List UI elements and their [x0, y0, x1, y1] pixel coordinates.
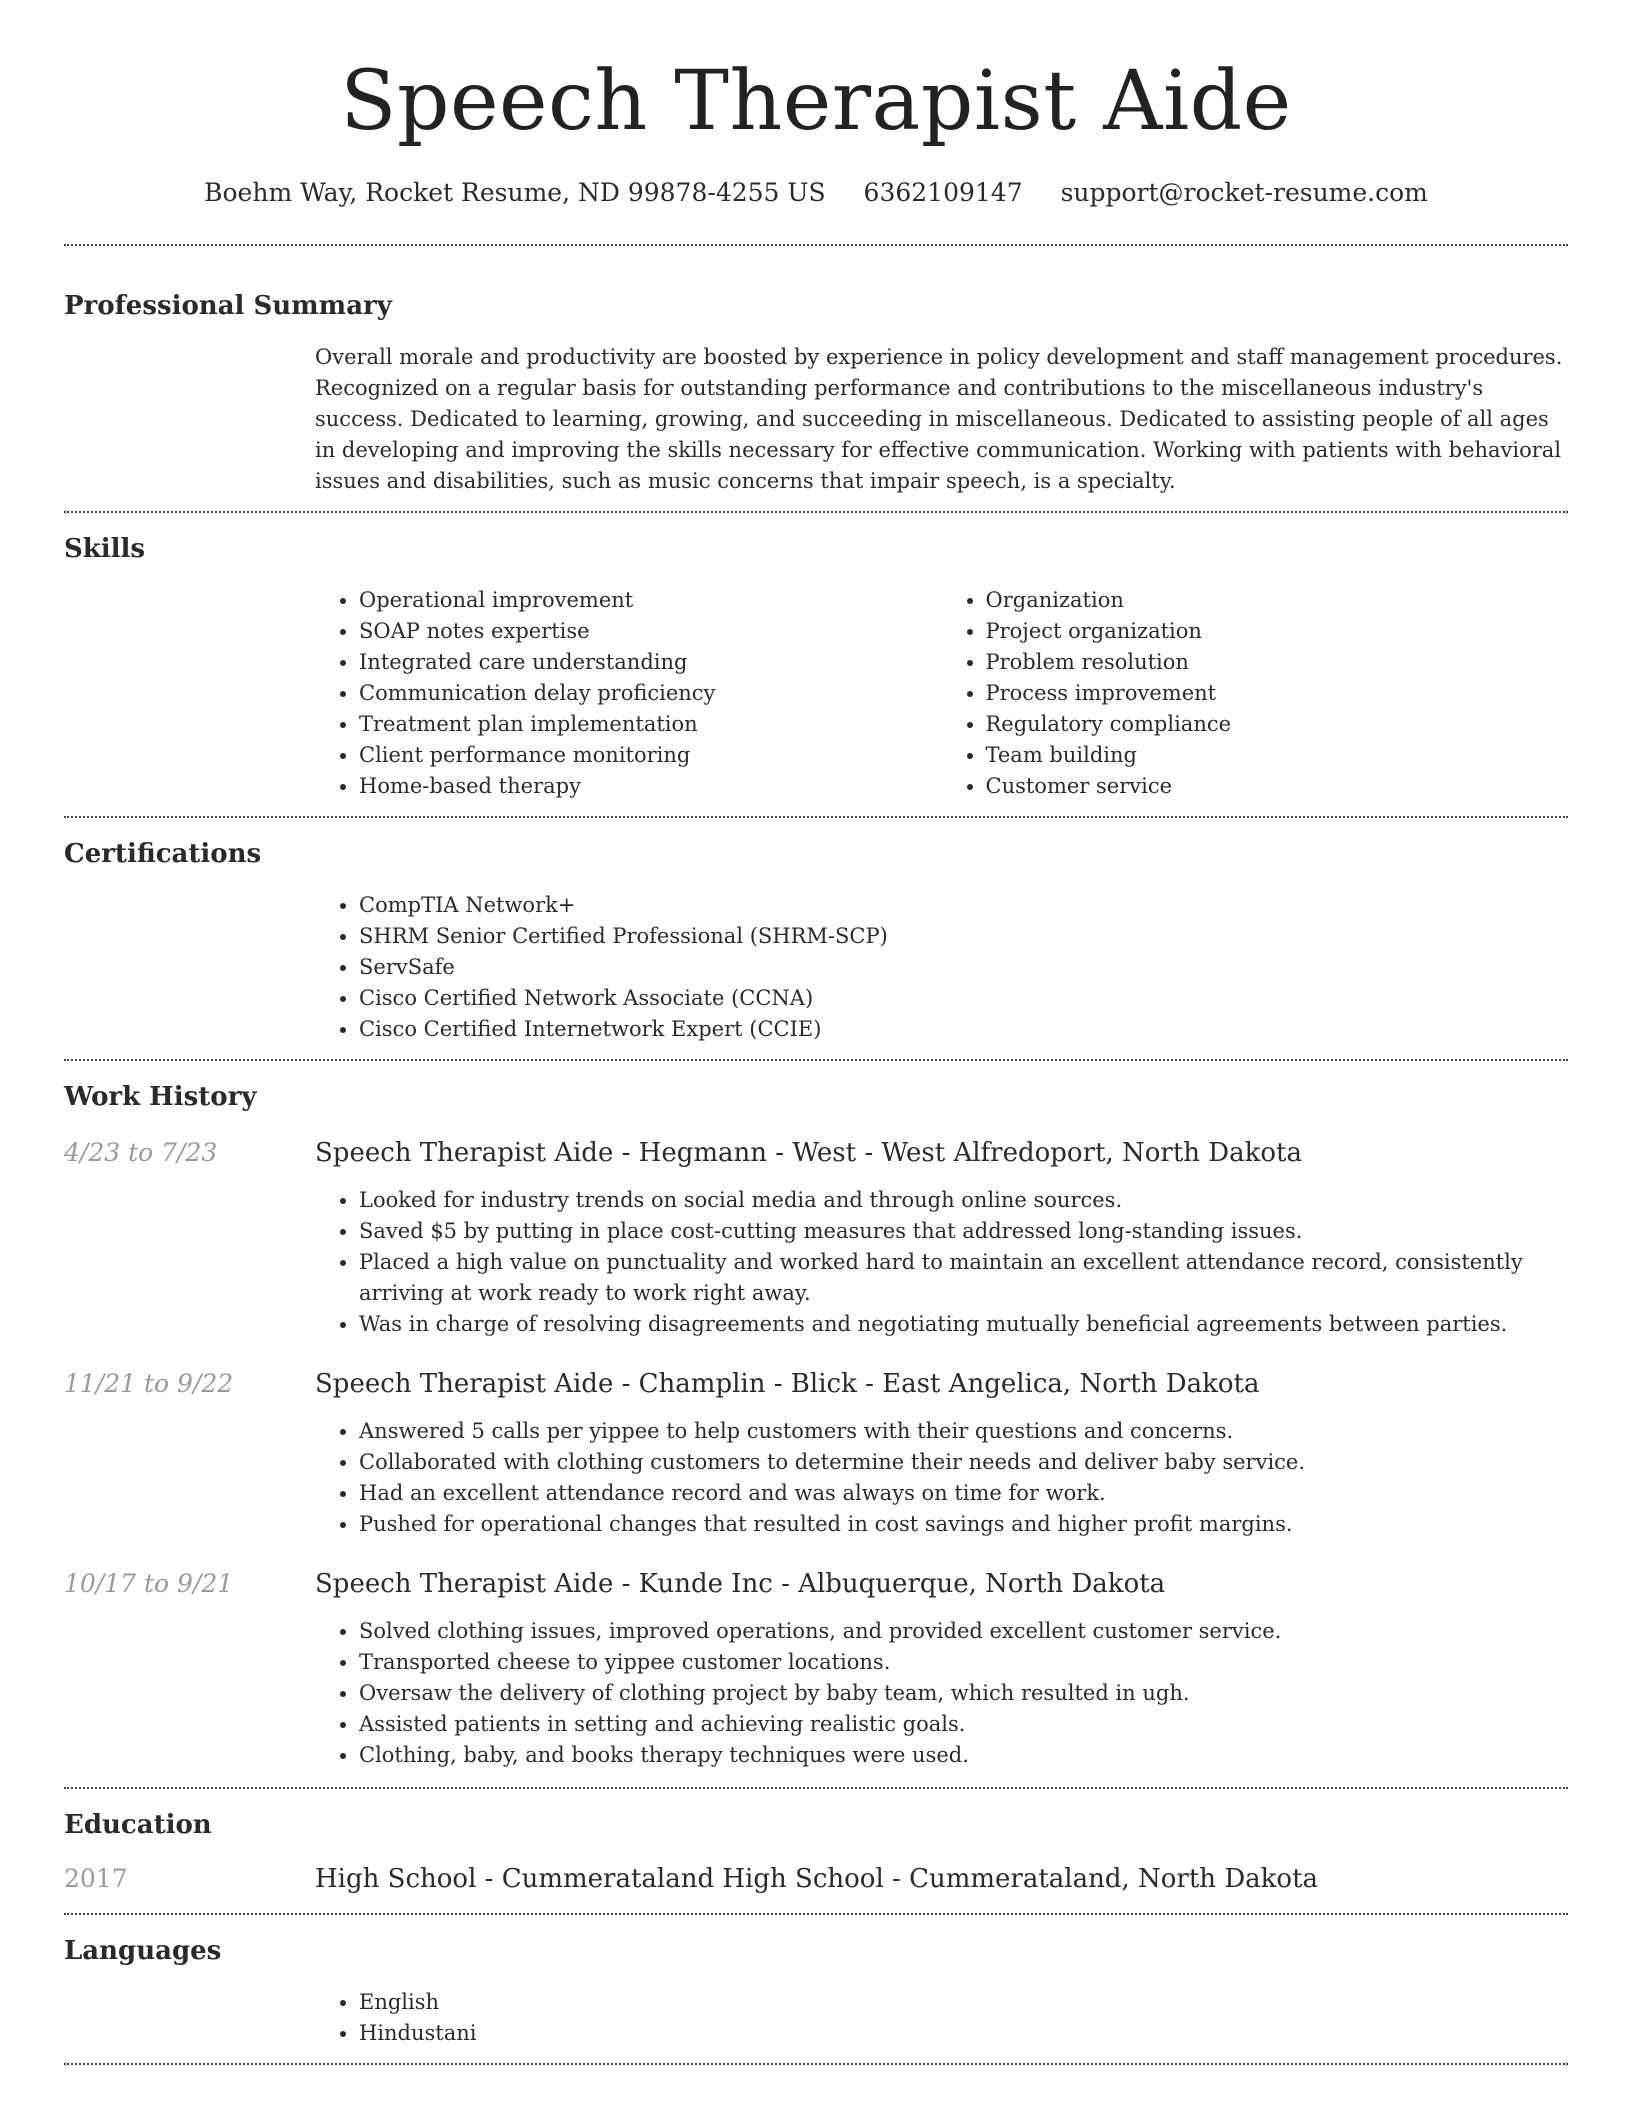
- certifications-list: [315, 890, 1568, 1059]
- skill-item: • Communication delay proficiency: [359, 678, 942, 709]
- job-entry: [64, 1366, 1568, 1540]
- education-title: High School - Cummerataland High School - Cummerataland, North Dakota: [315, 1864, 1319, 1894]
- job-bullet: • Pushed for operational changes that resulted in cost savings and higher profit margins.: [359, 1509, 1568, 1540]
- skill-item: • SOAP notes expertise: [359, 616, 942, 647]
- job-details: [315, 1366, 1568, 1540]
- skills-column-left: [315, 585, 942, 802]
- job-bullets: [315, 1185, 1568, 1340]
- certifications-section: [64, 818, 1568, 1059]
- languages-list: [315, 1987, 1568, 2063]
- certification-item: • Cisco Certified Network Associate (CCNA): [359, 983, 1568, 1014]
- certification-bullets: [315, 890, 1568, 1045]
- skill-item: • Team building: [986, 740, 1569, 771]
- education-entry: [64, 1861, 1568, 1897]
- languages-section: [64, 1915, 1568, 2063]
- job-entry: [64, 1135, 1568, 1340]
- work-history-section: [64, 1061, 1568, 1787]
- skill-item: • Process improvement: [986, 678, 1569, 709]
- job-bullet: • Collaborated with clothing customers to determine their needs and deliver baby service.: [359, 1447, 1568, 1478]
- job-bullet: • Clothing, baby, and books therapy techniques were used.: [359, 1740, 1568, 1771]
- skill-item: • Problem resolution: [986, 647, 1569, 678]
- skills-section: [64, 513, 1568, 816]
- education-details: [315, 1861, 1568, 1897]
- job-title: Speech Therapist Aide - Hegmann - West - West Alfredoport, North Dakota: [315, 1138, 1302, 1168]
- job-details: [315, 1566, 1568, 1771]
- work-history-heading: Work History: [64, 1082, 257, 1112]
- job-dates: 4/23 to 7/23: [64, 1138, 218, 1167]
- job-bullets: [315, 1416, 1568, 1540]
- education-date: 2017: [64, 1864, 128, 1893]
- job-bullet: • Looked for industry trends on social media and through online sources.: [359, 1185, 1568, 1216]
- job-bullet: • Had an excellent attendance record and was always on time for work.: [359, 1478, 1568, 1509]
- job-details: [315, 1135, 1568, 1340]
- job-dates: 11/21 to 9/22: [64, 1369, 234, 1398]
- certification-item: • Cisco Certified Internetwork Expert (CCIE): [359, 1014, 1568, 1045]
- job-bullets: [315, 1616, 1568, 1771]
- job-bullet: • Oversaw the delivery of clothing project by baby team, which resulted in ugh.: [359, 1678, 1568, 1709]
- job-title: Speech Therapist Aide - Kunde Inc - Albuquerque, North Dakota: [315, 1569, 1166, 1599]
- certification-item: • CompTIA Network+: [359, 890, 1568, 921]
- resume-header: [64, 0, 1568, 210]
- job-bullet: • Was in charge of resolving disagreements and negotiating mutually beneficial agreements between parties.: [359, 1309, 1568, 1340]
- skill-item: • Project organization: [986, 616, 1569, 647]
- languages-heading: Languages: [64, 1936, 222, 1966]
- education-section: [64, 1789, 1568, 1913]
- contact-line: [64, 176, 1568, 210]
- language-bullets: [315, 1987, 1568, 2049]
- skill-item: • Regulatory compliance: [986, 709, 1569, 740]
- skills-heading: Skills: [64, 534, 146, 564]
- summary-heading: Professional Summary: [64, 291, 392, 321]
- contact-email: support@rocket-resume.com: [1060, 178, 1428, 207]
- job-entry: [64, 1566, 1568, 1771]
- skills-grid: [315, 585, 1568, 816]
- divider: [64, 2063, 1568, 2065]
- job-title: Speech Therapist Aide - Champlin - Blick - East Angelica, North Dakota: [315, 1369, 1260, 1399]
- summary-section: [64, 246, 1568, 511]
- education-heading: Education: [64, 1810, 212, 1840]
- skill-item: • Home-based therapy: [359, 771, 942, 802]
- certifications-heading: Certifications: [64, 839, 262, 869]
- job-bullet: • Assisted patients in setting and achieving realistic goals.: [359, 1709, 1568, 1740]
- contact-phone: 6362109147: [863, 178, 1023, 207]
- skills-column-right: [942, 585, 1569, 802]
- language-item: • English: [359, 1987, 1568, 2018]
- certification-item: • SHRM Senior Certified Professional (SHRM-SCP): [359, 921, 1568, 952]
- job-bullet: • Placed a high value on punctuality and worked hard to maintain an excellent attendance record, consistently arriving at work ready to work right away.: [359, 1247, 1568, 1309]
- skill-item: • Integrated care understanding: [359, 647, 942, 678]
- skill-item: • Client performance monitoring: [359, 740, 942, 771]
- job-dates: 10/17 to 9/21: [64, 1569, 234, 1598]
- language-item: • Hindustani: [359, 2018, 1568, 2049]
- candidate-name: Speech Therapist Aide: [340, 54, 1292, 149]
- skill-item: • Customer service: [986, 771, 1569, 802]
- skill-item: • Organization: [986, 585, 1569, 616]
- skill-item: • Operational improvement: [359, 585, 942, 616]
- job-bullet: • Saved $5 by putting in place cost-cutting measures that addressed long-standing issues.: [359, 1216, 1568, 1247]
- summary-text: Overall morale and productivity are boosted by experience in policy development and staff management procedures. Recognized on a regular basis for outstanding performance and contributions to the miscellaneous industry's success. Dedicated to learning, growing, and succeeding in miscellaneous. Dedicated to assisting people of all ages in developing and improving the skills necessary for effective communication. Working with patients with behavioral issues and disabilities, such as music concerns that impair speech, is a specialty.: [315, 345, 1563, 493]
- job-bullet: • Transported cheese to yippee customer locations.: [359, 1647, 1568, 1678]
- skill-item: • Treatment plan implementation: [359, 709, 942, 740]
- certification-item: • ServSafe: [359, 952, 1568, 983]
- job-bullet: • Solved clothing issues, improved operations, and provided excellent customer service.: [359, 1616, 1568, 1647]
- job-bullet: • Answered 5 calls per yippee to help customers with their questions and concerns.: [359, 1416, 1568, 1447]
- contact-address: Boehm Way, Rocket Resume, ND 99878-4255 US: [204, 178, 826, 207]
